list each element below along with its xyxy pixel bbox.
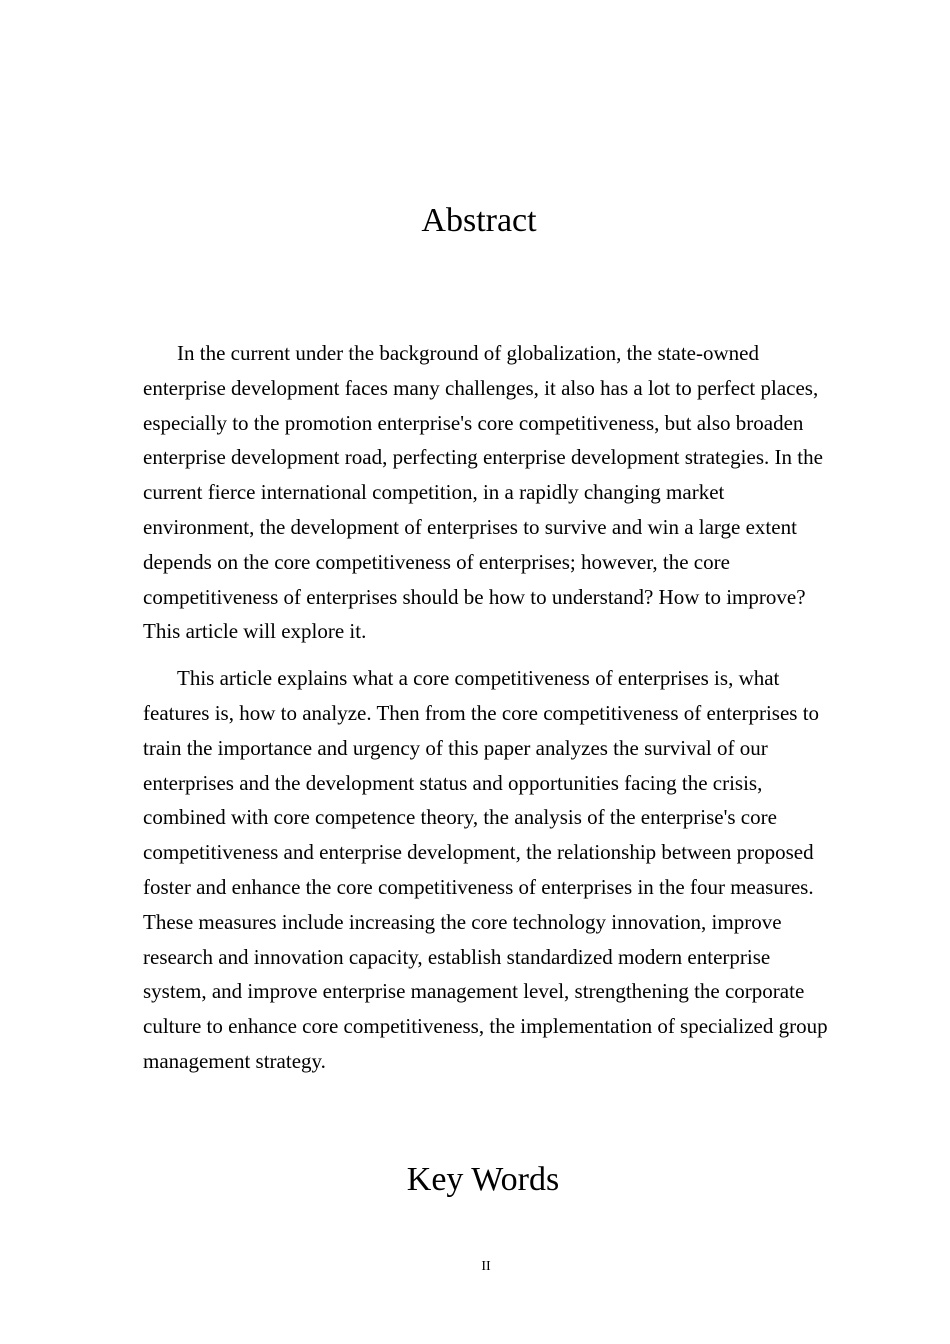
abstract-paragraph-2: This article explains what a core competitiveness of enterprises is, what features is, how to analyze. Then from the core competitiveness of enterprises to train the importance and urgency of this paper analyzes the survival of our enterprises and the development status and opportunities facing the crisis, combined with core competence theory, the analysis of the enterprise's core competitiveness and enterprise development, the relationship between proposed foster and enhance the core competitiveness of enterprises in the four measures. These measures include increasing the core technology innovation, improve research and innovation capacity, establish standardized modern enterprise system, and improve enterprise management level, strengthening the corporate culture to enhance core competitiveness, the implementation of specialized group management strategy.	[143, 666, 828, 1073]
abstract-body	[143, 336, 833, 1091]
abstract-heading: Abstract	[421, 202, 537, 239]
abstract-paragraph-1: In the current under the background of globalization, the state-owned enterprise development faces many challenges, it also has a lot to perfect places, especially to the promotion enterprise's core competitiveness, but also broaden enterprise development road, perfecting enterprise development strategies. In the current fierce international competition, in a rapidly changing market environment, the development of enterprises to survive and win a large extent depends on the core competitiveness of enterprises; however, the core competitiveness of enterprises should be how to understand? How to improve? This article will explore it.	[143, 341, 823, 644]
page-number: II	[481, 1259, 491, 1274]
keywords-heading: Key Words	[406, 1161, 560, 1198]
